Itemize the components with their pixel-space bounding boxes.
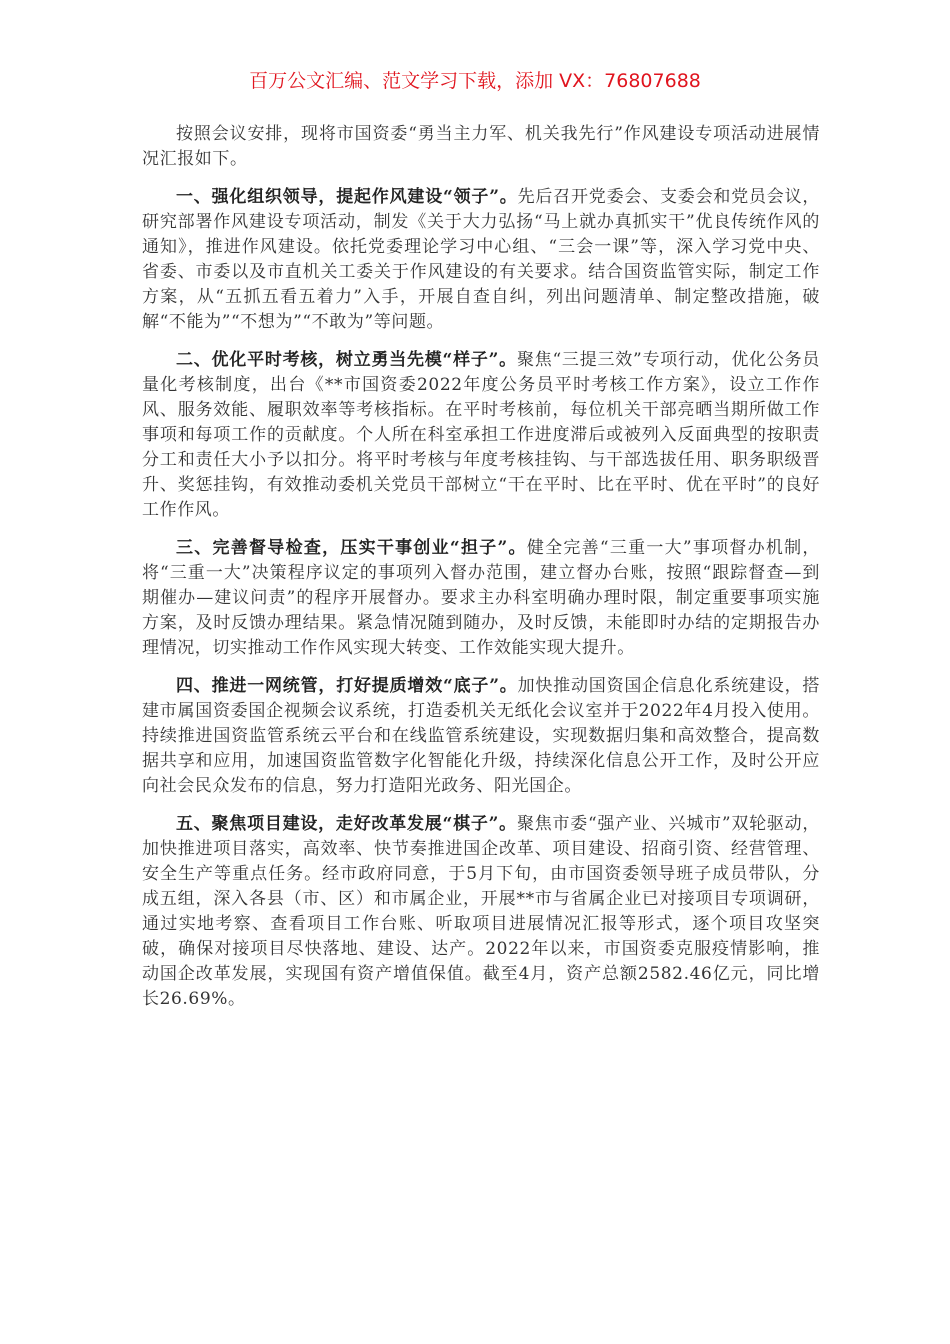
- section-3-heading: 三、完善督导检查，压实干事创业“担子”。: [176, 538, 527, 558]
- section-5-heading: 五、聚焦项目建设，走好改革发展“棋子”。: [176, 814, 517, 834]
- intro-paragraph: 按照会议安排，现将市国资委“勇当主力军、机关我先行”作风建设专项活动进展情况汇报如下。: [142, 124, 820, 169]
- section-5-body: 聚焦市委“强产业、兴城市”双轮驱动，加快推进项目落实，高效率、快节奏推进国企改革、项目建设、招商引资、经营管理、安全生产等重点任务。经市政府同意，于5月下旬，由市国资委领导班子成员带队，分成五组，深入各县（市、区）和市属企业，开展**市与省属企业已对接项目专项调研，通过实地考察、查看项目工作台账、听取项目进展情况汇报等形式，逐个项目攻坚突破，确保对接项目尽快落地、建设、达产。2022年以来，市国资委克服疫情影响，推动国企改革发展，实现国有资产增值保值。截至4月，资产总额2582.46亿元，同比增长26.69%。: [142, 814, 820, 1009]
- section-5: [142, 812, 820, 1012]
- section-2-heading: 二、优化平时考核，树立勇当先模“样子”。: [176, 350, 517, 370]
- section-1: [142, 185, 820, 335]
- section-4: [142, 674, 820, 799]
- section-2-body: 聚焦“三提三效”专项行动，优化公务员量化考核制度，出台《**市国资委2022年度公务员平时考核工作方案》，设立工作作风、服务效能、履职效率等考核指标。在平时考核前，每位机关干部亮晒当期所做工作事项和每项工作的贡献度。个人所在科室承担工作进度滞后或被列入反面典型的按职责分工和责任大小予以扣分。将平时考核与年度考核挂钩、与干部选拔任用、职务职级晋升、奖惩挂钩，有效推动委机关党员干部树立“干在平时、比在平时、优在平时”的良好工作作风。: [142, 350, 820, 520]
- section-1-heading: 一、强化组织领导，提起作风建设“领子”。: [176, 187, 518, 207]
- section-4-heading: 四、推进一网统管，打好提质增效“底子”。: [176, 676, 518, 696]
- section-4-body: 加快推动国资国企信息化系统建设，搭建市属国资委国企视频会议系统，打造委机关无纸化会议室并于2022年4月投入使用。持续推进国资监管系统云平台和在线监管系统建设，实现数据归集和高效整合，提高数据共享和应用，加速国资监管数字化智能化升级，持续深化信息公开工作，及时公开应向社会民众发布的信息，努力打造阳光政务、阳光国企。: [142, 676, 820, 796]
- section-2: [142, 348, 820, 523]
- section-1-body: 先后召开党委会、支委会和党员会议，研究部署作风建设专项活动，制发《关于大力弘扬“马上就办真抓实干”优良传统作风的通知》，推进作风建设。依托党委理论学习中心组、“三会一课”等，深入学习党中央、省委、市委以及市直机关工委关于作风建设的有关要求。结合国资监管实际，制定工作方案，从“五抓五看五着力”入手，开展自查自纠，列出问题清单、制定整改措施，破解“不能为”“不想为”“不敢为”等问题。: [142, 187, 820, 332]
- document-body: [142, 122, 820, 1025]
- promo-banner: 百万公文汇编、范文学习下载，添加 VX：76807688: [249, 70, 701, 92]
- section-3: [142, 536, 820, 661]
- section-3-body: 健全完善“三重一大”事项督办机制，将“三重一大”决策程序议定的事项列入督办范围，建立督办台账，按照“跟踪督查—到期催办—建议问责”的程序开展督办。要求主办科室明确办理时限，制定重要事项实施方案，及时反馈办理结果。紧急情况随到随办，及时反馈，未能即时办结的定期报告办理情况，切实推动工作作风实现大转变、工作效能实现大提升。: [142, 538, 820, 658]
